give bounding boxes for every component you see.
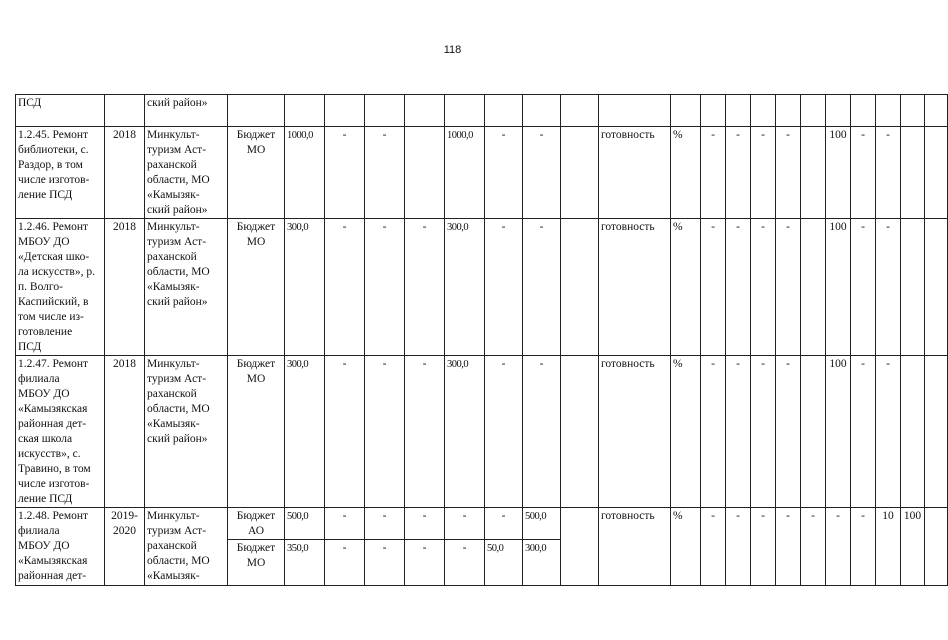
ind-value: - [751, 127, 776, 219]
amount-2015: - [325, 540, 365, 586]
ind-value: - [776, 219, 801, 356]
amount-2017 [405, 127, 445, 219]
ind-value: - [726, 508, 751, 586]
ind-value: - [701, 508, 726, 586]
amount-total: 300,0 [285, 356, 325, 508]
page-number: 118 [443, 44, 462, 56]
ind-value: - [851, 127, 876, 219]
amount-2017: - [405, 508, 445, 540]
indicator: готовность [599, 219, 671, 356]
amount-2017 [405, 95, 445, 127]
amount-2018: 1000,0 [445, 127, 485, 219]
funding-source: Бюджет МО [228, 127, 285, 219]
ind-value [876, 95, 901, 127]
program-table [15, 94, 948, 586]
ind-value: - [776, 356, 801, 508]
ind-value [751, 95, 776, 127]
ind-value: - [876, 356, 901, 508]
table-row [16, 508, 948, 540]
amount-2020 [523, 95, 561, 127]
ind-value: - [726, 219, 751, 356]
amount-2017: - [405, 356, 445, 508]
ind-value: - [751, 356, 776, 508]
unit: % [671, 356, 701, 508]
executor: ский район» [145, 95, 228, 127]
funding-source: Бюджет МО [228, 219, 285, 356]
amount-2020: 300,0 [523, 540, 561, 586]
amount-2015: - [325, 127, 365, 219]
amount-2020: - [523, 356, 561, 508]
indicator: готовность [599, 127, 671, 219]
funding-source: Бюджет МО [228, 540, 285, 586]
amount-2018: 300,0 [445, 219, 485, 356]
amount-2018: - [445, 540, 485, 586]
amount-2017: - [405, 219, 445, 356]
ind-value [801, 127, 826, 219]
amount-2019: - [485, 219, 523, 356]
ind-value: - [876, 127, 901, 219]
ind-value: - [751, 508, 776, 586]
ind-value: - [726, 356, 751, 508]
indicator [599, 95, 671, 127]
ind-value: 100 [826, 356, 851, 508]
period: 2018 [105, 356, 145, 508]
amount-total: 350,0 [285, 540, 325, 586]
ind-value [901, 356, 925, 508]
amount-2016: - [365, 127, 405, 219]
ind-value: - [826, 508, 851, 586]
ind-value: - [776, 127, 801, 219]
ind-value: - [751, 219, 776, 356]
ind-value [925, 127, 948, 219]
ind-value [925, 356, 948, 508]
ind-value: - [701, 219, 726, 356]
measure-name: 1.2.47. Ремонт филиала МБОУ ДО «Камызякская районная дет- ская школа искусств», с. Травино, в том числе изготов- ление ПСД [16, 356, 105, 508]
ind-value [726, 95, 751, 127]
ind-value [851, 95, 876, 127]
ind-value [801, 219, 826, 356]
amount-2019: 50,0 [485, 540, 523, 586]
amount-extra [561, 356, 599, 508]
ind-value [776, 95, 801, 127]
ind-value: 100 [826, 219, 851, 356]
amount-2020: - [523, 127, 561, 219]
amount-2019: - [485, 356, 523, 508]
ind-value: - [701, 127, 726, 219]
ind-value: 100 [901, 508, 925, 586]
period: 2018 [105, 219, 145, 356]
amount-2019: - [485, 127, 523, 219]
executor: Минкульт- туризм Аст- раханской области, МО «Камызяк- ский район» [145, 356, 228, 508]
indicator: готовность [599, 356, 671, 508]
unit [671, 95, 701, 127]
amount-2016: - [365, 219, 405, 356]
table-row [16, 356, 948, 508]
executor: Минкульт- туризм Аст- раханской области, МО «Камызяк- ский район» [145, 127, 228, 219]
amount-2020: - [523, 219, 561, 356]
executor: Минкульт- туризм Аст- раханской области, МО «Камызяк- [145, 508, 228, 586]
table-row [16, 127, 948, 219]
executor: Минкульт- туризм Аст- раханской области, МО «Камызяк- ский район» [145, 219, 228, 356]
ind-value: - [876, 219, 901, 356]
amount-2016: - [365, 356, 405, 508]
amount-2017: - [405, 540, 445, 586]
unit: % [671, 127, 701, 219]
ind-value [826, 95, 851, 127]
amount-2018 [445, 95, 485, 127]
measure-name: ПСД [16, 95, 105, 127]
amount-total: 300,0 [285, 219, 325, 356]
table-row [16, 95, 948, 127]
ind-value: - [851, 508, 876, 586]
indicator: готовность [599, 508, 671, 586]
ind-value: - [851, 219, 876, 356]
amount-2016: - [365, 508, 405, 540]
amount-total [285, 95, 325, 127]
amount-2015: - [325, 219, 365, 356]
unit: % [671, 508, 701, 586]
funding-source: Бюджет АО [228, 508, 285, 540]
amount-2018: - [445, 508, 485, 540]
amount-2019 [485, 95, 523, 127]
measure-name: 1.2.48. Ремонт филиала МБОУ ДО «Камызякская районная дет- [16, 508, 105, 586]
amount-2015: - [325, 356, 365, 508]
period: 2019- 2020 [105, 508, 145, 586]
amount-2020: 500,0 [523, 508, 561, 540]
ind-value: 10 [876, 508, 901, 586]
amount-extra [561, 508, 599, 586]
ind-value [901, 95, 925, 127]
ind-value [801, 95, 826, 127]
ind-value: - [801, 508, 826, 586]
table-row [16, 219, 948, 356]
ind-value [925, 219, 948, 356]
ind-value: - [851, 356, 876, 508]
period [105, 95, 145, 127]
amount-extra [561, 127, 599, 219]
unit: % [671, 219, 701, 356]
funding-source: Бюджет МО [228, 356, 285, 508]
funding-source [228, 95, 285, 127]
amount-2018: 300,0 [445, 356, 485, 508]
amount-2016 [365, 95, 405, 127]
amount-extra [561, 219, 599, 356]
ind-value [901, 219, 925, 356]
ind-value [801, 356, 826, 508]
ind-value: - [726, 127, 751, 219]
ind-value [901, 127, 925, 219]
ind-value [701, 95, 726, 127]
measure-name: 1.2.46. Ремонт МБОУ ДО «Детская шко- ла искусств», р. п. Волго- Каспийский, в том числе из- готовление ПСД [16, 219, 105, 356]
amount-2019: - [485, 508, 523, 540]
ind-value: - [701, 356, 726, 508]
amount-total: 500,0 [285, 508, 325, 540]
amount-extra [561, 95, 599, 127]
amount-total: 1000,0 [285, 127, 325, 219]
ind-value [925, 508, 948, 586]
period: 2018 [105, 127, 145, 219]
amount-2015: - [325, 508, 365, 540]
ind-value: 100 [826, 127, 851, 219]
amount-2015 [325, 95, 365, 127]
ind-value: - [776, 508, 801, 586]
measure-name: 1.2.45. Ремонт библиотеки, с. Раздор, в том числе изготов- ление ПСД [16, 127, 105, 219]
amount-2016: - [365, 540, 405, 586]
ind-value [925, 95, 948, 127]
